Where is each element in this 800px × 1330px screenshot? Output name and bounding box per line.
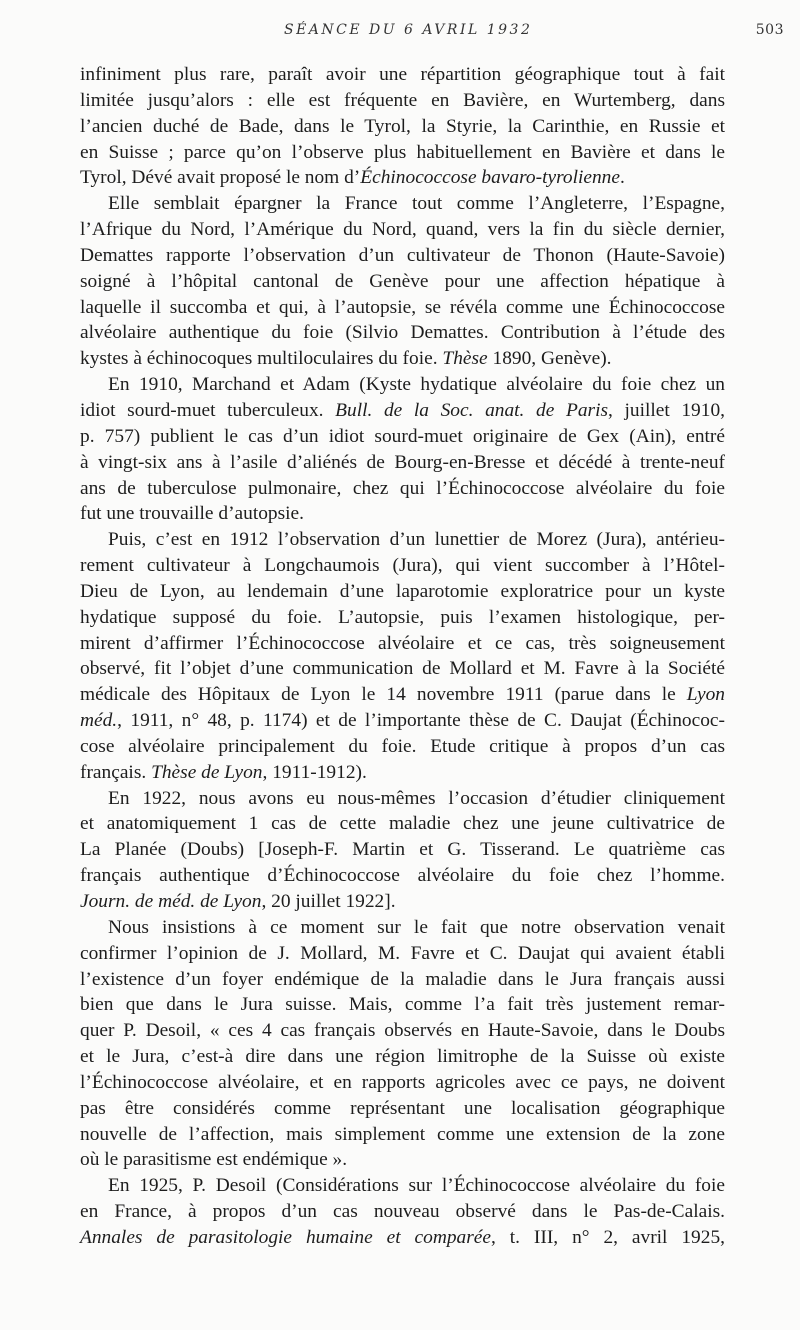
text-line <box>80 1044 725 1070</box>
text-run: laquelle il succomba et qui, à l’autopsie, se révéla comme une Échinococcose <box>80 296 725 318</box>
running-head-title: SÉANCE DU 6 AVRIL 1932 <box>284 22 533 38</box>
text-line <box>80 476 725 502</box>
text-line <box>80 295 725 321</box>
text-run: l’existence d’un foyer endémique de la maladie dans le Jura français aussi <box>80 968 725 990</box>
text-line <box>80 424 725 450</box>
italic-text-run: Annales de parasitologie humaine et comparée <box>80 1226 492 1248</box>
text-run: , juillet 1910, <box>608 399 725 421</box>
text-line <box>80 863 725 889</box>
text-run: Puis, c’est en 1912 l’observation d’un lunettier de Morez (Jura), antérieu- <box>108 529 725 551</box>
text-run: cose alvéolaire principalement du foie. Etude critique à propos d’un cas <box>80 735 725 757</box>
text-line <box>80 320 725 346</box>
text-run: hydatique supposé du foie. L’autopsie, puis l’examen histologique, per- <box>80 606 725 628</box>
text-line <box>80 165 725 191</box>
text-line <box>80 889 725 915</box>
text-run: limitée jusqu’alors : elle est fréquente en Bavière, en Wurtemberg, dans <box>80 89 725 111</box>
text-run: soigné à l’hôpital cantonal de Genève pour une affection hépatique à <box>80 270 725 292</box>
text-line <box>80 708 725 734</box>
text-run: ans de tuberculose pulmonaire, chez qui l’Échinococcose alvéolaire du foie <box>80 477 725 499</box>
text-run: , 1911, n° 48, p. 1174) et de l’importante thèse de C. Daujat (Échinococ- <box>117 710 725 732</box>
text-line <box>80 553 725 579</box>
text-line <box>80 88 725 114</box>
text-run: confirmer l’opinion de J. Mollard, M. Favre et C. Daujat qui avaient établi <box>80 942 725 964</box>
text-line <box>80 191 725 217</box>
text-run: En 1910, Marchand et Adam (Kyste hydatique alvéolaire du foie chez un <box>108 374 725 396</box>
text-run: observé, fit l’objet d’une communication de Mollard et M. Favre à la Société <box>80 658 725 680</box>
text-run: Dieu de Lyon, au lendemain d’une laparotomie exploratrice pour un kyste <box>80 580 725 602</box>
text-run: p. 757) publient le cas d’un idiot sourd-muet originaire de Gex (Ain), entré <box>80 425 725 447</box>
text-run: et anatomiquement 1 cas de cette maladie chez une jeune cultivatrice de <box>80 813 725 835</box>
text-line <box>80 217 725 243</box>
text-run: , t. III, n° 2, avril 1925, <box>491 1226 725 1248</box>
text-line <box>80 967 725 993</box>
text-run: français. <box>80 761 152 783</box>
text-run: , 20 juillet 1922]. <box>261 891 396 912</box>
text-run: Tyrol, Dévé avait proposé le nom d’ <box>80 167 361 189</box>
text-line <box>80 1122 725 1148</box>
text-run: mirent d’affirmer l’Échinococcose alvéolaire et ce cas, très soigneusement <box>80 632 725 654</box>
italic-text-run: Échinococcose bavaro-tyrolienne <box>360 167 620 189</box>
text-run: . <box>619 167 625 189</box>
italic-text-run: Thèse <box>442 348 488 370</box>
text-run: l’Afrique du Nord, l’Amérique du Nord, quand, vers la fin du siècle dernier, <box>80 219 725 241</box>
text-run: idiot sourd-muet tuberculeux. <box>80 399 336 421</box>
italic-text-run: Bull. de la Soc. anat. de Paris <box>335 399 608 421</box>
text-line <box>80 682 725 708</box>
text-run: où le parasitisme est endémique ». <box>80 1149 348 1171</box>
text-line <box>80 527 725 553</box>
text-line <box>80 398 725 424</box>
text-line <box>80 1018 725 1044</box>
italic-text-run: Thèse de Lyon <box>151 761 263 783</box>
italic-text-run: méd. <box>80 710 118 732</box>
text-line <box>80 62 725 88</box>
text-run: En 1925, P. Desoil (Considérations sur l’Échinococcose alvéolaire du foie <box>108 1175 725 1197</box>
text-run: Demattes rapporte l’observation d’un cultivateur de Thonon (Haute-Savoie) <box>80 244 725 266</box>
text-line <box>80 786 725 812</box>
text-run: Elle semblait épargner la France tout comme l’Angleterre, l’Espagne, <box>108 193 725 215</box>
text-run: Nous insistions à ce moment sur le fait que notre observation venait <box>108 916 725 938</box>
text-line <box>80 811 725 837</box>
text-line <box>80 1096 725 1122</box>
text-line <box>80 243 725 269</box>
text-line <box>80 501 725 527</box>
text-line <box>80 269 725 295</box>
text-line <box>80 915 725 941</box>
text-line <box>80 579 725 605</box>
text-run: kystes à échinocoques multiloculaires du foie. <box>80 348 443 370</box>
text-run: l’Échinococcose alvéolaire, et en rapports agricoles avec ce pays, ne doivent <box>80 1071 725 1093</box>
text-run: infiniment plus rare, paraît avoir une répartition géographique tout à fait <box>80 64 725 85</box>
text-run: médicale des Hôpitaux de Lyon le 14 novembre 1911 (parue dans le <box>80 684 687 706</box>
text-run: en Suisse ; parce qu’on l’observe plus habituellement en Bavière et dans le <box>80 141 725 163</box>
text-run: quer P. Desoil, « ces 4 cas français observés en Haute-Savoie, dans le Doubs <box>80 1020 725 1042</box>
text-run: l’ancien duché de Bade, dans le Tyrol, la Styrie, la Carinthie, en Russie et <box>80 115 725 137</box>
text-line <box>80 1070 725 1096</box>
text-run: alvéolaire authentique du foie (Silvio Demattes. Contribution à l’étude des <box>80 322 725 344</box>
text-line <box>80 760 725 786</box>
body-text <box>80 62 725 1251</box>
italic-text-run: Journ. de méd. de Lyon <box>80 891 262 912</box>
text-run: rement cultivateur à Longchaumois (Jura), qui vient succomber à l’Hôtel- <box>80 555 725 577</box>
text-line <box>80 1225 725 1251</box>
text-line <box>80 992 725 1018</box>
text-line <box>80 450 725 476</box>
text-line <box>80 837 725 863</box>
text-run: à vingt-six ans à l’asile d’aliénés de Bourg-en-Bresse et décédé à trente-neuf <box>80 451 725 473</box>
text-line <box>80 734 725 760</box>
text-line <box>80 114 725 140</box>
text-run: bien que dans le Jura suisse. Mais, comme l’a fait très justement remar- <box>80 994 725 1016</box>
text-line <box>80 656 725 682</box>
text-run: en France, à propos d’un cas nouveau observé dans le Pas-de-Calais. <box>80 1201 725 1223</box>
text-line <box>80 631 725 657</box>
running-head <box>0 20 800 44</box>
text-run: et le Jura, c’est-à dire dans une région limitrophe de la Suisse où existe <box>80 1046 725 1068</box>
text-line <box>80 1199 725 1225</box>
text-run: La Planée (Doubs) [Joseph-F. Martin et G. Tisserand. Le quatrième cas <box>80 839 725 861</box>
text-run: pas être considérés comme représentant une localisation géographique <box>80 1097 725 1119</box>
text-run: 1890, Genève). <box>487 348 612 370</box>
text-line <box>80 941 725 967</box>
text-line <box>80 346 725 372</box>
text-run: nouvelle de l’affection, mais simplement comme une extension de la zone <box>80 1123 725 1145</box>
text-run: En 1922, nous avons eu nous-mêmes l’occasion d’étudier cliniquement <box>108 787 725 809</box>
text-line <box>80 372 725 398</box>
text-line <box>80 1173 725 1199</box>
page-number: 503 <box>755 22 784 38</box>
italic-text-run: Lyon <box>686 684 725 706</box>
text-run: fut une trouvaille d’autopsie. <box>80 503 305 525</box>
text-run: , 1911-1912). <box>262 761 367 783</box>
text-line <box>80 605 725 631</box>
text-run: français authentique d’Échinococcose alvéolaire du foie chez l’homme. <box>80 865 725 887</box>
text-line <box>80 1147 725 1173</box>
text-line <box>80 140 725 166</box>
